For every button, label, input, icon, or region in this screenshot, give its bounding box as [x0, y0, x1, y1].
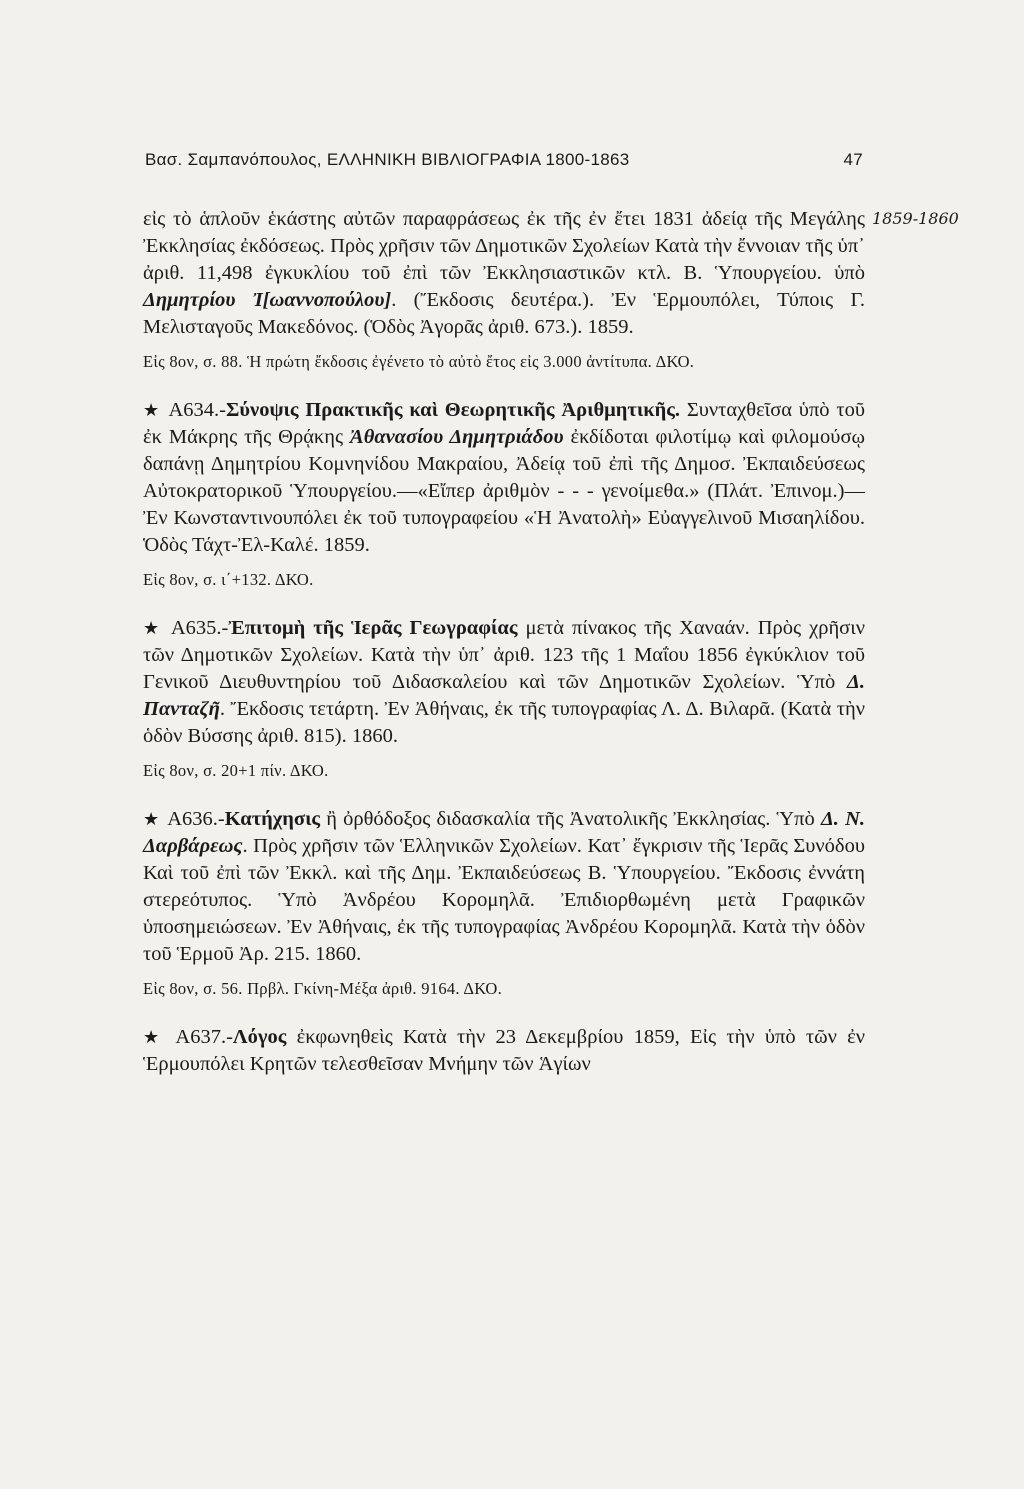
star-icon: ★: [143, 1027, 165, 1047]
continuation-paragraph: εἰς τὸ ἁπλοῦν ἑκάστης αὐτῶν παραφράσεως ἐκ τῆς ἐν ἔτει 1831 ἀδείᾳ τῆς Μεγάλης Ἐκκλησίας ἐκδόσεως. Πρὸς χρῆσιν τῶν Δημοτικῶν Σχολείων Κατὰ τὴν ἔννοιαν τῆς ὑπ᾿ ἀριθ. 11,498 ἐγκυκλίου τοῦ ἐπὶ τῶν Ἐκκλησιαστικῶν κτλ. Β. Ὑπουργείου. ὑπὸ Δημητρίου Ἰ[ωαννοπούλου]. (Ἔκδοσις δευτέρα.). Ἐν Ἑρμουπόλει, Τύποις Γ. Μελισταγοῦς Μακεδόνος. (Ὁδὸς Ἀγορᾶς ἀριθ. 673.). 1859.: [143, 208, 865, 338]
entry-a636: ★ Α636.-Κατήχησις ἢ ὀρθόδοξος διδασκαλία τῆς Ἀνατολικῆς Ἐκκλησίας. Ὑπὸ Δ. Ν. Δαρβάρεως. Πρὸς χρῆσιν τῶν Ἑλληνικῶν Σχολείων. Κατ᾿ ἔγκρισιν τῆς Ἱερᾶς Συνόδου Καὶ τοῦ ἐπὶ τῶν Ἐκκλ. καὶ τῆς Δημ. Ἐκπαιδεύσεως Β. Ὑπουργείου. Ἔκδοσις ἐννάτη στερεότυπος. Ὑπὸ Ἀνδρέου Κορομηλᾶ. Ἐπιδιορθωμένη μετὰ Γραφικῶν ὑποσημειώσεων. Ἐν Ἀθήναις, ἐκ τῆς τυπογραφίας Ἀνδρέου Κορομηλᾶ. Κατὰ τὴν ὁδὸν τοῦ Ἑρμοῦ Ἀρ. 215. 1860.: [143, 808, 865, 965]
entry-a634: ★ Α634.-Σύνοψις Πρακτικῆς καὶ Θεωρητικῆς Ἀριθμητικῆς. Συνταχθεῖσα ὑπὸ τοῦ ἐκ Μάκρης τῆς Θρᾴκης Ἀθανασίου Δημητριάδου ἐκδίδοται φιλοτίμῳ καὶ φιλομούσῳ δαπάνῃ Δημητρίου Κομνηνίδου Μακραίου, Ἀδείᾳ τοῦ ἐπὶ τῆς Δημοσ. Ἐκπαιδεύσεως Αὐτοκρατορικοῦ Ὑπουργείου.—«Εἴπερ ἀριθμὸν - - - γενοίμεθα.» (Πλάτ. Ἐπινομ.)—Ἐν Κωνσταντινουπόλει ἐκ τοῦ τυπογραφείου «Ἡ Ἀνατολὴ» Εὐαγγελινοῦ Μισαηλίδου. Ὁδὸς Τάχτ-Ἐλ-Καλέ. 1859.: [143, 399, 865, 556]
page-body: [143, 206, 865, 1078]
entry-title: Ἐπιτομὴ τῆς Ἱερᾶς Γεωγραφίας: [228, 617, 518, 639]
entry-number: Α635.-: [170, 617, 229, 639]
entry-title: Λόγος: [232, 1026, 287, 1048]
entry-author: Δ. Πανταζῆ: [143, 671, 865, 720]
entry-a636-description: Εἰς 8ον, σ. 56. Πρβλ. Γκίνη-Μέξα ἀριθ. 9164. ΔΚΟ.: [143, 979, 503, 998]
continuation-author: Δημητρίου Ἰ[ωαννοπούλου]: [143, 289, 392, 311]
entry-a634-description: Εἰς 8ον, σ. ι΄+132. ΔΚΟ.: [143, 570, 314, 589]
entry-number: Α636.-: [167, 808, 225, 830]
entry-a637: ★ Α637.-Λόγος ἐκφωνηθεὶς Κατὰ τὴν 23 Δεκεμβρίου 1859, Εἰς τὴν ὑπὸ τῶν ἐν Ἑρμουπόλει Κρητῶν τελεσθεῖσαν Μνήμην τῶν Ἁγίων: [143, 1026, 865, 1075]
star-icon: ★: [143, 618, 162, 638]
entry-title: Σύνοψις Πρακτικῆς καὶ Θεωρητικῆς Ἀριθμητικῆς.: [226, 399, 681, 421]
entry-a635: ★ Α635.-Ἐπιτομὴ τῆς Ἱερᾶς Γεωγραφίας μετὰ πίνακος τῆς Χαναάν. Πρὸς χρῆσιν τῶν Δημοτικῶν Σχολείων. Κατὰ τὴν ὑπ᾿ ἀριθ. 123 τῆς 1 Μαΐου 1856 ἐγκύκλιον τοῦ Γενικοῦ Διευθυντηρίου τοῦ Διδασκαλείου καὶ τῶν Δημοτικῶν Σχολείων. Ὑπὸ Δ. Πανταζῆ. Ἔκδοσις τετάρτη. Ἐν Ἀθήναις, ἐκ τῆς τυπογραφίας Λ. Δ. Βιλαρᾶ. (Κατὰ τὴν ὁδὸν Βύσσης ἀριθ. 815). 1860.: [143, 617, 865, 747]
running-head: [145, 150, 863, 170]
margin-year-note: 1859-1860: [872, 209, 959, 228]
star-icon: ★: [143, 400, 161, 420]
running-head-title: Βασ. Σαμπανόπουλος, ΕΛΛΗΝΙΚΗ ΒΙΒΛΙΟΓΡΑΦΙΑ 1800-1863: [145, 150, 630, 169]
entry-number: Α637.-: [175, 1026, 233, 1048]
entry-title: Κατήχησις: [224, 808, 321, 830]
entry-author: Ἀθανασίου Δημητριάδου: [350, 426, 564, 448]
entry-author: Δ. Ν. Δαρβάρεως: [143, 808, 865, 857]
star-icon: ★: [143, 809, 161, 829]
page-number: 47: [843, 150, 863, 169]
entry-a635-description: Εἰς 8ον, σ. 20+1 πίν. ΔΚΟ.: [143, 761, 329, 780]
entry-number: Α634.-: [168, 399, 226, 421]
continuation-description: Εἰς 8ον, σ. 88. Ἡ πρώτη ἔκδοσις ἐγένετο τὸ αὐτὸ ἔτος εἰς 3.000 ἀντίτυπα. ΔΚΟ.: [143, 352, 695, 371]
